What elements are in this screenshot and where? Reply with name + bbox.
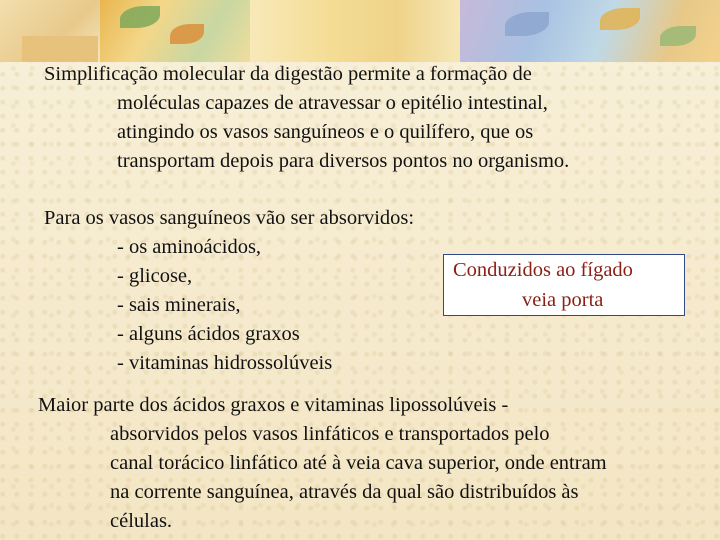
paragraph-1-line: moléculas capazes de atravessar o epitélio intestinal,	[117, 92, 548, 114]
list-item: - alguns ácidos graxos	[117, 323, 300, 345]
paragraph-3-line: células.	[110, 510, 173, 532]
callout-box	[443, 254, 685, 316]
paragraph-3-line: absorvidos pelos vasos linfáticos e transportados pelo	[110, 423, 550, 445]
list-item: - os aminoácidos,	[117, 236, 262, 258]
paragraph-1-line: atingindo os vasos sanguíneos e o quilífero, que os	[117, 121, 534, 143]
paragraph-2-intro: Para os vasos sanguíneos vão ser absorvidos:	[44, 207, 415, 229]
paragraph-3-line: Maior parte dos ácidos graxos e vitaminas lipossolúveis -	[38, 394, 509, 416]
paragraph-1-line: transportam depois para diversos pontos no organismo.	[117, 150, 570, 172]
paragraph-2	[44, 204, 414, 378]
paragraph-3-line: na corrente sanguínea, através da qual são distribuídos às	[110, 481, 579, 503]
callout-line-2: veia porta	[522, 289, 604, 311]
list-item: - vitaminas hidrossolúveis	[117, 352, 333, 374]
paragraph-1	[44, 60, 569, 176]
list-item: - glicose,	[117, 265, 193, 287]
paragraph-1-line: Simplificação molecular da digestão permite a formação de	[44, 63, 532, 85]
callout-line-1: Conduzidos ao fígado	[453, 259, 633, 281]
paragraph-3-line: canal torácico linfático até à veia cava superior, onde entram	[110, 452, 607, 474]
paragraph-3	[38, 391, 607, 536]
list-item: - sais minerais,	[117, 294, 241, 316]
